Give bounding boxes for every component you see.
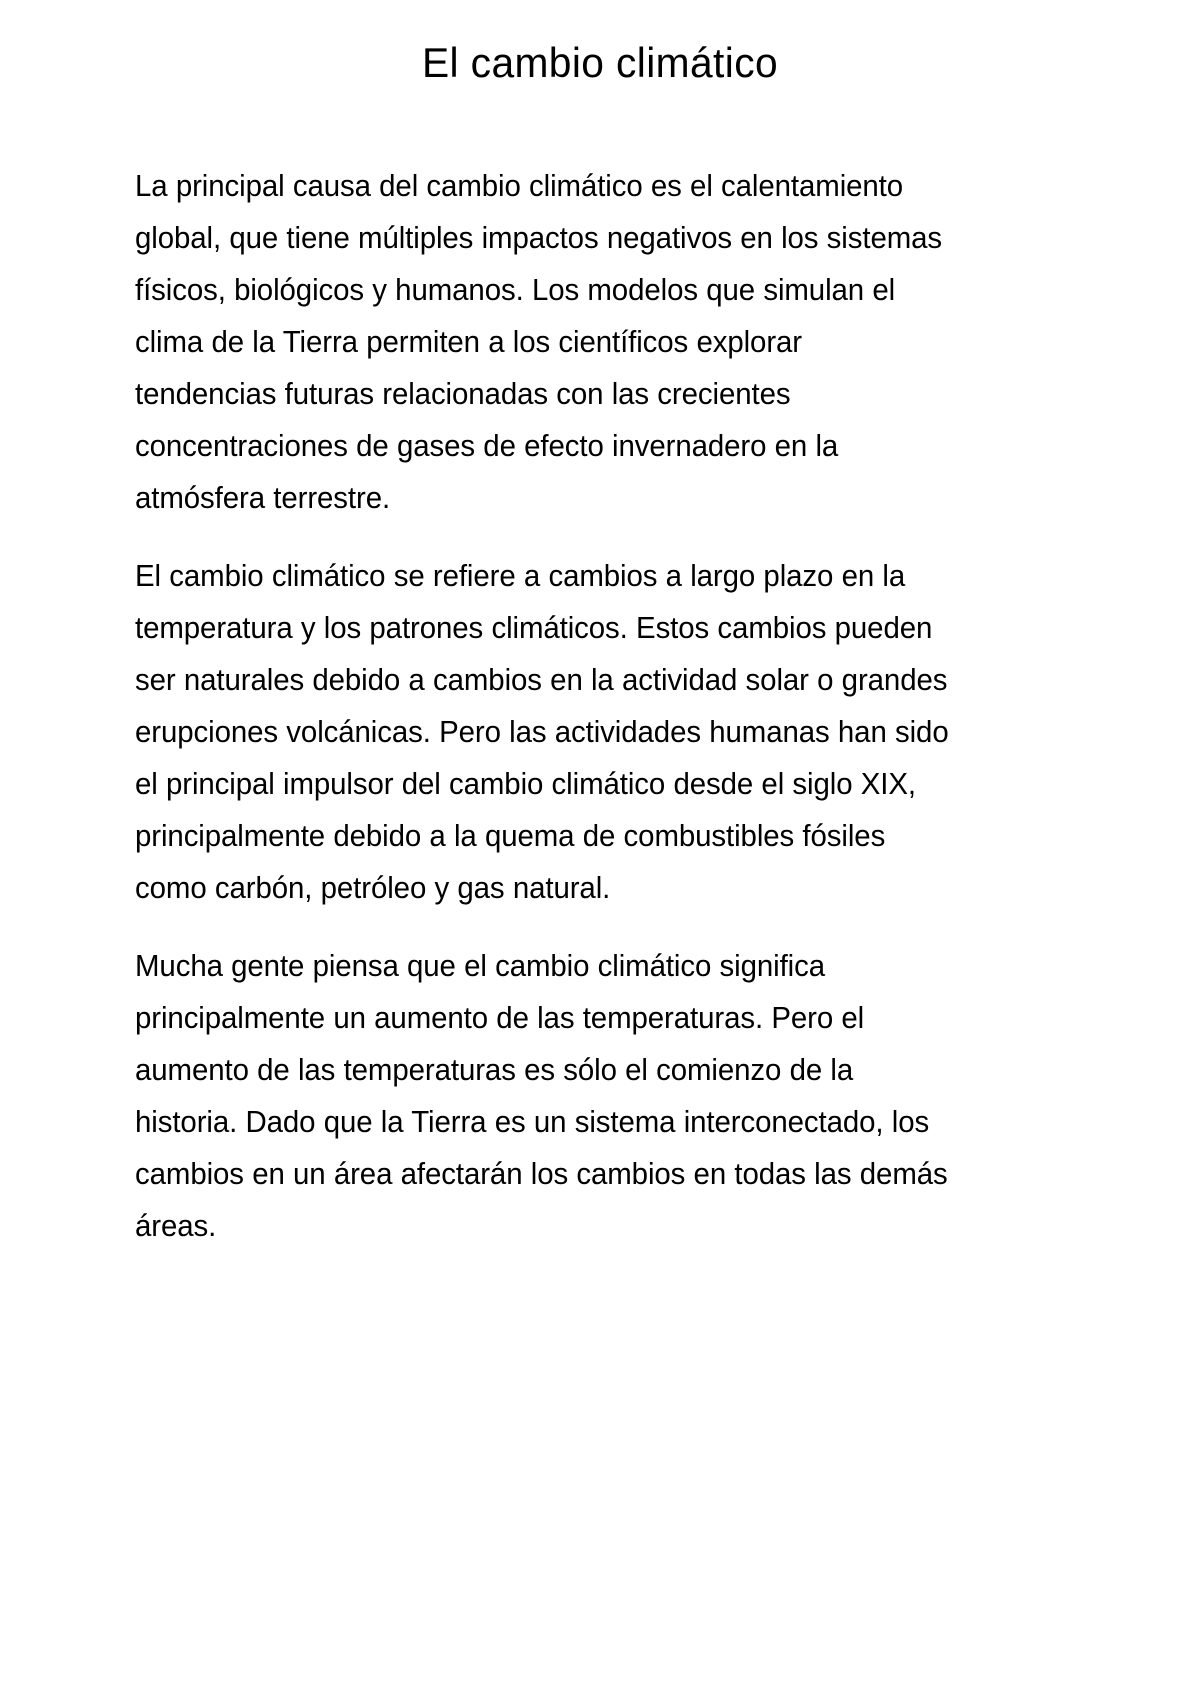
page-title: El cambio climático [421,39,779,86]
paragraph-1: La principal causa del cambio climático es el calentamiento global, que tiene múltiples impactos negativos en los sistemas físicos, biológicos y humanos. Los modelos que simulan el clima de la Tierra permiten a los científicos explorar tendencias futuras relacionadas con las crecientes concentraciones de gases de efecto invernadero en la atmósfera terrestre. [135,169,943,515]
document-body [135,160,980,1252]
paragraph-2: El cambio climático se refiere a cambios a largo plazo en la temperatura y los patrones climáticos. Estos cambios pueden ser naturales debido a cambios en la actividad solar o grandes erupciones volcánicas. Pero las actividades humanas han sido el principal impulsor del cambio climático desde el siglo XIX, principalmente debido a la quema de combustibles fósiles como carbón, petróleo y gas natural. [135,559,949,905]
paragraph-3: Mucha gente piensa que el cambio climático significa principalmente un aumento de las temperaturas. Pero el aumento de las temperaturas es sólo el comienzo de la historia. Dado que la Tierra es un sistema interconectado, los cambios en un área afectarán los cambios en todas las demás áreas. [135,949,948,1243]
